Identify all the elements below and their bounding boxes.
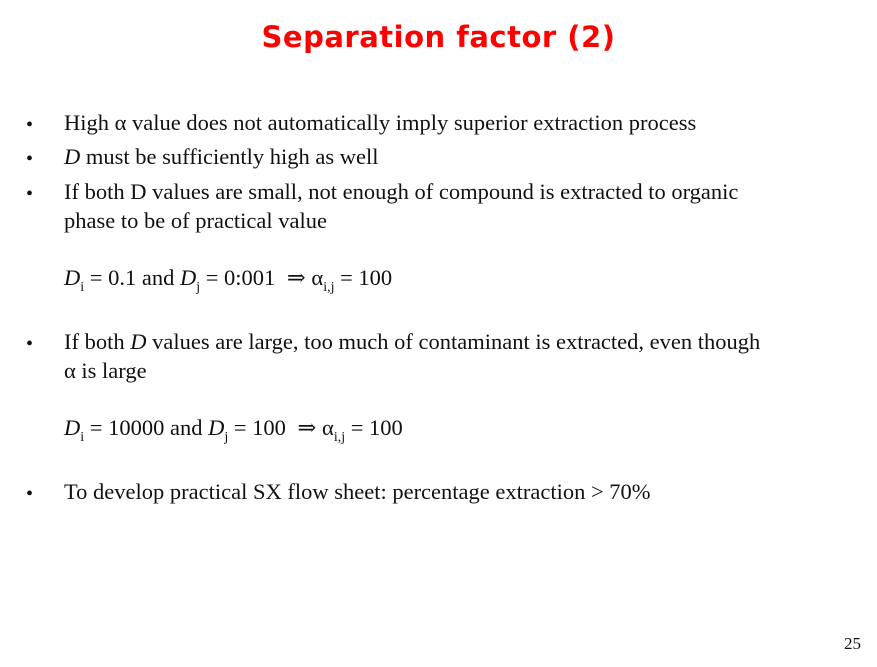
implies-arrow: ⇒ [297,415,317,440]
implies-arrow: ⇒ [286,265,306,290]
alpha-symbol: α [114,110,127,135]
d-variable: D [64,415,81,440]
d-variable: D [64,144,81,169]
subscript: j [196,280,201,295]
subscript: j [224,430,229,445]
text-fragment: = 0:001 [200,265,281,290]
d-variable: D [64,265,81,290]
bullet-marker: • [26,114,34,136]
subscript: i [80,280,85,295]
slide-title: Separation factor (2) [261,20,616,54]
bullet-5-text: To develop practical SX flow sheet: percentage extraction > 70% [64,479,651,504]
equation-1 [64,265,393,295]
subscript: i,j [333,430,346,445]
subscript: i,j [323,280,335,295]
text-fragment: must be sufficiently high as well [80,144,379,169]
bullet-marker: • [26,483,34,505]
alpha-symbol: α [322,415,334,440]
text-fragment: = 100 [334,265,393,290]
text-fragment: If both [64,329,131,354]
bullet-4-line-2 [64,358,147,384]
page-number: 25 [844,634,861,653]
bullet-marker: • [26,333,34,355]
d-variable: D [130,329,147,354]
text-fragment: = 100 [345,415,403,440]
equation-2 [64,415,403,445]
bullet-1-text [64,110,696,136]
d-variable: D [179,265,197,290]
text-fragment: = 10000 and [84,415,209,440]
text-fragment: High [64,110,109,135]
text-fragment: is large [75,358,147,383]
bullet-4-line-1 [64,329,760,355]
alpha-symbol: α [64,358,76,383]
bullet-3-line-2: phase to be of practical value [64,208,328,233]
bullet-marker: • [26,148,34,170]
text-fragment: values are large, too much of contaminant is extracted, even though [146,329,761,354]
alpha-symbol: α [311,265,324,290]
text-fragment: = 100 [228,415,292,440]
text-fragment: value does not automatically imply superior extraction process [126,110,697,135]
d-variable: D [208,415,225,440]
bullet-marker: • [26,183,34,205]
text-fragment: = 0.1 and [84,265,180,290]
subscript: i [80,430,85,445]
bullet-2-text [64,144,379,170]
bullet-3-line-1: If both D values are small, not enough of compound is extracted to organic [64,179,739,204]
